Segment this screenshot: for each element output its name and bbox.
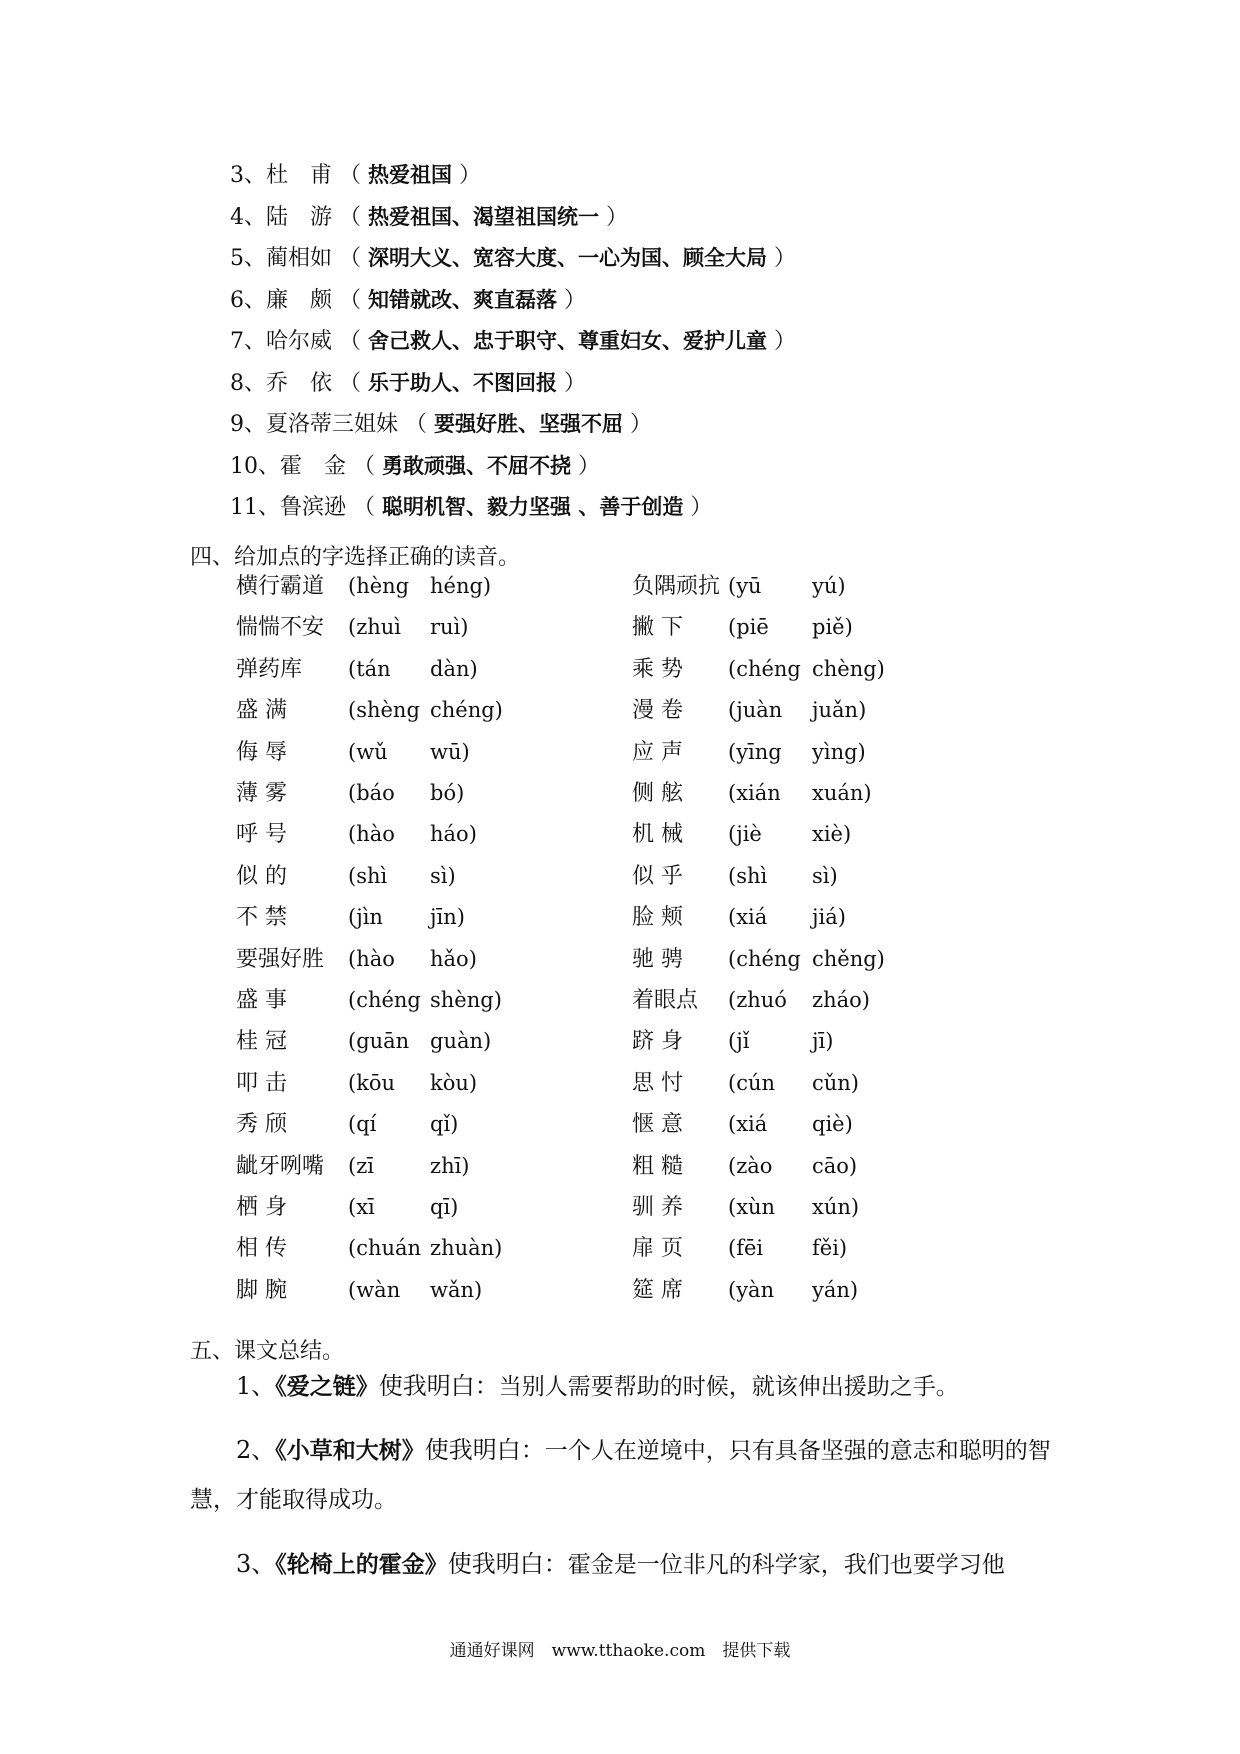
pinyin-option-1: (wǔ [348, 739, 388, 764]
pronunciation-word: 栖 身 [236, 1195, 287, 1220]
trait-row: 10、霍 金 （ 勇敢顽强、不屈不挠 ） [230, 453, 601, 479]
pinyin-option-2: yìng) [812, 739, 866, 764]
pinyin-option-1: (jiè [728, 822, 762, 847]
summary-number: 2、 [236, 1436, 276, 1464]
pronunciation-word: 应 声 [632, 739, 683, 765]
trait-name: 乔 依 [266, 370, 333, 396]
pinyin-option-2: chěng) [812, 946, 885, 971]
pinyin-option-2: wǎn) [430, 1277, 483, 1302]
pinyin-option-2: jīn) [430, 905, 465, 930]
pinyin-option-1: (fēi [728, 1236, 764, 1261]
pinyin-option-2: háo) [430, 822, 477, 847]
pinyin-option-1: (yīng [728, 739, 782, 764]
pinyin-option-2: chéng) [430, 698, 503, 723]
pronunciation-word: 似 的 [236, 863, 287, 889]
trait-name: 鲁滨逊 [280, 495, 347, 520]
pinyin-option-2: juǎn) [812, 698, 867, 723]
pronunciation-word: 负隅顽抗 [632, 574, 721, 599]
pinyin-option-1: (xī [348, 1195, 375, 1219]
summary-text: 当别人需要帮助的时候，就该伸出援助之手。 [498, 1374, 959, 1400]
trait-number: 3、 [230, 163, 266, 188]
trait-number: 4、 [230, 204, 266, 230]
pronunciation-word: 盛 事 [236, 988, 287, 1013]
pinyin-option-2: jī) [812, 1029, 834, 1054]
summary-connector: 使我明白： [378, 1372, 499, 1400]
pinyin-option-2: ruì) [430, 615, 469, 640]
pronunciation-word: 粗 糙 [632, 1153, 683, 1179]
pinyin-option-2: qǐ) [430, 1112, 459, 1137]
summary-number: 1、 [236, 1372, 276, 1400]
page-footer: 通通好课网 www.tthaoke.com 提供下载 [449, 1641, 791, 1661]
pinyin-option-1: (xiá [728, 1112, 768, 1137]
pronunciation-word: 脚 腕 [236, 1277, 287, 1303]
pinyin-option-2: xuán) [812, 781, 872, 805]
pinyin-option-2: piě) [812, 615, 853, 640]
pronunciation-word: 脸 颊 [632, 905, 683, 931]
trait-description: 勇敢顽强、不屈不挠 [382, 453, 572, 478]
trait-number: 7、 [230, 329, 266, 354]
trait-name: 杜 甫 [266, 163, 333, 188]
pinyin-option-2: chèng) [812, 656, 885, 681]
pinyin-option-1: (hèng [348, 574, 410, 598]
trait-name: 蔺相如 [266, 246, 333, 271]
pinyin-option-1: (yàn [728, 1277, 775, 1302]
trait-row: 11、鲁滨逊 （ 聪明机智、毅力坚强 、善于创造 ） [230, 495, 713, 520]
trait-number: 6、 [230, 287, 266, 313]
pinyin-option-2: héng) [430, 574, 492, 598]
pronunciation-word: 不 禁 [236, 905, 287, 931]
pronunciation-word: 筵 席 [632, 1277, 683, 1303]
trait-name: 陆 游 [266, 204, 333, 230]
pronunciation-word: 相 传 [236, 1236, 287, 1262]
pinyin-option-1: (xián [728, 781, 781, 805]
pronunciation-word: 似 乎 [632, 863, 683, 889]
pinyin-option-2: jiá) [812, 905, 846, 930]
trait-name: 哈尔威 [266, 329, 333, 354]
pinyin-option-2: zháo) [812, 988, 870, 1012]
pronunciation-word: 惴惴不安 [236, 615, 325, 641]
pronunciation-word: 驯 养 [632, 1195, 683, 1220]
pinyin-option-2: xún) [812, 1195, 860, 1219]
pinyin-option-1: (hào [348, 946, 395, 971]
pinyin-option-1: (báo [348, 781, 395, 805]
pronunciation-word: 侮 辱 [236, 739, 287, 765]
summary-lesson-title: 《爱之链》 [275, 1374, 379, 1400]
pronunciation-word: 着眼点 [632, 988, 699, 1013]
pinyin-option-1: (qí [348, 1112, 377, 1137]
trait-number: 5、 [230, 246, 266, 271]
pinyin-option-1: (yū [728, 574, 762, 598]
pinyin-option-2: cāo) [812, 1153, 858, 1178]
summary-lesson-title: 《小草和大树》 [275, 1438, 425, 1464]
pinyin-option-1: (zī [348, 1153, 374, 1178]
pinyin-option-2: qī) [430, 1195, 459, 1219]
trait-name: 霍 金 [280, 453, 347, 479]
pinyin-option-2: shèng) [430, 988, 502, 1012]
trait-name: 夏洛蒂三姐妹 [266, 412, 399, 437]
pinyin-option-2: guàn) [430, 1029, 492, 1054]
pinyin-option-2: fěi) [812, 1236, 848, 1261]
pinyin-option-1: (guān [348, 1029, 410, 1054]
pronunciation-word: 侧 舷 [632, 781, 683, 806]
summary-connector: 使我明白： [424, 1436, 545, 1464]
pronunciation-word: 桂 冠 [236, 1029, 287, 1055]
pronunciation-word: 呼 号 [236, 822, 287, 848]
pronunciation-word: 撇 下 [632, 615, 683, 641]
trait-description: 深明大义、宽容大度、一心为国、顾全大局 [368, 246, 768, 270]
pinyin-option-1: (chéng [348, 988, 421, 1012]
pinyin-option-1: (xùn [728, 1195, 776, 1219]
trait-name: 廉 颇 [266, 287, 333, 313]
trait-description: 聪明机智、毅力坚强 、善于创造 [382, 495, 684, 519]
pronunciation-word: 龇牙咧嘴 [236, 1153, 325, 1179]
pronunciation-word: 乘 势 [632, 656, 683, 682]
summary-text: 霍金是一位非凡的科学家，我们也要学习他 [567, 1552, 1005, 1578]
pinyin-option-2: wū) [430, 739, 470, 764]
summary-connector: 使我明白： [447, 1550, 568, 1578]
pinyin-option-1: (xiá [728, 905, 768, 930]
pinyin-option-2: sì) [430, 863, 456, 888]
pronunciation-word: 惬 意 [632, 1112, 683, 1138]
pinyin-option-1: (jìn [348, 905, 383, 930]
pinyin-option-2: yú) [812, 574, 846, 598]
pinyin-option-2: yán) [812, 1277, 859, 1302]
pinyin-option-2: bó) [430, 781, 465, 805]
pronunciation-word: 秀 颀 [236, 1112, 287, 1138]
summary-number: 3、 [236, 1550, 276, 1578]
pronunciation-word: 叩 击 [236, 1070, 287, 1096]
pinyin-option-2: qiè) [812, 1112, 853, 1137]
summary-item [190, 1362, 1070, 1411]
pinyin-option-2: zhī) [430, 1153, 470, 1178]
pronunciation-word: 漫 卷 [632, 698, 683, 724]
pronunciation-word: 要强好胜 [236, 946, 325, 972]
trait-description: 热爱祖国、渴望祖国统一 [368, 204, 600, 229]
pinyin-option-2: cǔn) [812, 1070, 860, 1095]
pinyin-option-2: sì) [812, 863, 838, 888]
pinyin-option-1: (juàn [728, 698, 783, 723]
pronunciation-word: 驰 骋 [632, 946, 683, 972]
trait-row: 4、陆 游 （ 热爱祖国、渴望祖国统一 ） [230, 204, 629, 230]
pinyin-option-1: (cún [728, 1070, 776, 1095]
trait-row: 8、乔 依 （ 乐于助人、不图回报 ） [230, 370, 587, 396]
pinyin-option-2: hǎo) [430, 946, 477, 971]
trait-description: 要强好胜、坚强不屈 [434, 412, 624, 436]
pinyin-option-1: (tán [348, 656, 391, 681]
pinyin-option-2: zhuàn) [430, 1236, 503, 1261]
trait-number: 9、 [230, 412, 266, 437]
pinyin-option-1: (shèng [348, 698, 420, 723]
pronunciation-word: 盛 满 [236, 698, 287, 724]
section5-title: 五、课文总结。 [190, 1339, 345, 1364]
pronunciation-word: 机 械 [632, 822, 683, 848]
pinyin-option-1: (piē [728, 615, 769, 640]
pinyin-option-1: (chéng [728, 946, 801, 971]
pronunciation-word: 薄 雾 [236, 781, 287, 806]
trait-row: 5、蔺相如 （ 深明大义、宽容大度、一心为国、顾全大局 ） [230, 246, 797, 271]
pinyin-option-1: (jǐ [728, 1029, 750, 1054]
pinyin-option-1: (wàn [348, 1277, 401, 1302]
pinyin-option-1: (shì [728, 863, 768, 888]
trait-number: 8、 [230, 370, 266, 396]
trait-row: 3、杜 甫 （ 热爱祖国 ） [230, 163, 482, 188]
summary-lesson-title: 《轮椅上的霍金》 [275, 1552, 448, 1578]
section4-title: 四、给加点的字选择正确的读音。 [190, 545, 521, 570]
pronunciation-word: 跻 身 [632, 1029, 683, 1055]
pronunciation-word: 弹药库 [236, 656, 303, 682]
pinyin-option-1: (zhuó [728, 988, 787, 1012]
trait-number: 11、 [230, 495, 280, 520]
pinyin-option-2: dàn) [430, 656, 478, 681]
pinyin-option-1: (hào [348, 822, 395, 847]
pinyin-option-1: (kōu [348, 1070, 396, 1095]
trait-description: 舍己救人、忠于职守、尊重妇女、爱护儿童 [368, 329, 768, 353]
trait-description: 知错就改、爽直磊落 [368, 287, 558, 312]
summary-item [190, 1540, 1070, 1589]
pronunciation-word: 横行霸道 [236, 574, 325, 599]
trait-description: 乐于助人、不图回报 [368, 370, 558, 395]
pinyin-option-2: kòu) [430, 1070, 478, 1095]
trait-description: 热爱祖国 [368, 163, 453, 187]
summary-text: 一个人在逆境中，只有具备坚强的意志和聪明的智慧，才能取得成功。 [190, 1438, 1051, 1513]
trait-row: 9、夏洛蒂三姐妹 （ 要强好胜、坚强不屈 ） [230, 412, 653, 437]
pinyin-option-1: (shì [348, 863, 388, 888]
pinyin-option-1: (zhuì [348, 615, 402, 640]
pinyin-option-1: (zào [728, 1153, 773, 1178]
trait-number: 10、 [230, 453, 280, 479]
trait-row: 7、哈尔威 （ 舍己救人、忠于职守、尊重妇女、爱护儿童 ） [230, 329, 797, 354]
pronunciation-word: 扉 页 [632, 1236, 683, 1262]
pinyin-option-1: (chuán [348, 1236, 422, 1261]
pinyin-option-2: xiè) [812, 822, 852, 847]
summary-item [190, 1426, 1070, 1524]
pinyin-option-1: (chéng [728, 656, 801, 681]
trait-row: 6、廉 颇 （ 知错就改、爽直磊落 ） [230, 287, 587, 313]
pronunciation-word: 思 忖 [632, 1070, 683, 1096]
